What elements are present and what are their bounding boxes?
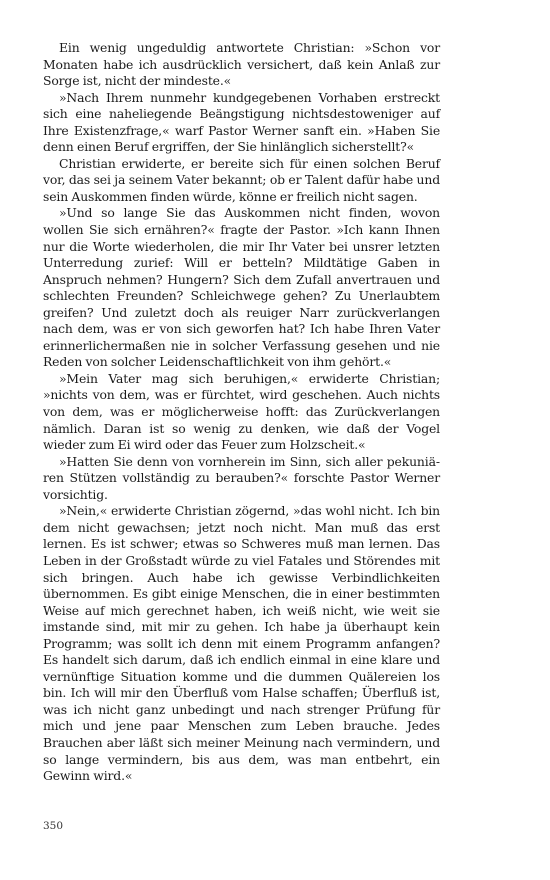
paragraph-2: »Nach Ihrem nunmehr kundgegebenen Vorhaben erstreckt sich eine naheliegende Beängstigung nichtsdestoweniger auf Ihre Existenzfrage,« warf Pastor Werner sanft ein. »Haben Sie denn einen Beruf ergriffen, der Sie hinlänglich sicherstellt?«: [43, 89, 440, 155]
paragraph-4: »Und so lange Sie das Auskommen nicht finden, wovon wollen Sie sich ernähren?« fragte der Pastor. »Ich kann Ihnen nur die Worte wiederholen, die mir Ihr Vater bei unsrer letzten Unterredung zurief: Will er betteln? Mildtätige Gaben in Anspruch nehmen? Hungern? Sich dem Zufall anvertrauen und schlechten Freunden? Schleichwege gehen? Zu Unerlaubtem greifen? Und zuletzt doch als reuiger Narr zurückverlangen nach dem, was er von sich geworfen hat? Ich habe Ihren Vater erinnerlichermaßen nie in solcher Verfassung gesehen und nie Reden von solcher Leidenschaftlichkeit von ihm gehört.«: [43, 205, 440, 370]
page-number: 350: [43, 820, 64, 832]
paragraph-5: »Mein Vater mag sich beruhigen,« erwiderte Christian; »nichts von dem, was er fürchtet, wird geschehen. Auch nichts von dem, was er möglicherweise hofft: das Zurückverlangen nämlich. Daran ist so wenig zu denken, wie daß der Vogel wieder zum Ei wird oder das Feuer zum Holzscheit.«: [43, 370, 440, 453]
paragraph-1: Ein wenig ungeduldig antwortete Christian: »Schon vor Monaten habe ich ausdrücklich versichert, daß kein Anlaß zur Sorge ist, nicht der mindeste.«: [43, 40, 440, 89]
paragraph-6: »Hatten Sie denn von vornherein im Sinn, sich aller pekuniären Stützen vollständig zu berauben?« forschte Pastor Werner vorsichtig.: [43, 453, 440, 502]
paragraph-7: »Nein,« erwiderte Christian zögernd, »das wohl nicht. Ich bin dem nicht gewachsen; jetzt noch nicht. Man muß das erst lernen. Es ist schwer; etwas so Schweres muß man lernen. Das Leben in der Großstadt würde zu viel Fatales und Störendes mit sich bringen. Auch habe ich gewisse Verbindlichkeiten übernommen. Es gibt einige Menschen, die in einer bestimmten Weise auf mich gerechnet haben, ich weiß nicht, wie weit sie imstande sind, mit mir zu gehen. Ich habe ja überhaupt kein Programm; was sollt ich denn mit einem Programm anfangen? Es handelt sich darum, daß ich endlich einmal in eine klare und vernünftige Situation komme und die dummen Quälereien los bin. Ich will mir den Überfluß vom Halse schaffen; Überfluß ist, was ich nicht ganz unbedingt und nach strenger Prüfung für mich und jene paar Menschen zum Leben brauche. Jedes Brauchen aber läßt sich meiner Meinung nach vermindern, und so lange vermindern, bis aus dem, was man entbehrt, ein Gewinn wird.«: [43, 503, 440, 784]
page-body: [43, 40, 440, 785]
paragraph-3: Christian erwiderte, er bereite sich für einen solchen Beruf vor, das sei ja seinem Vater bekannt; ob er Talent dafür habe und sein Auskommen finden würde, könne er freilich nicht sagen.: [43, 155, 440, 204]
